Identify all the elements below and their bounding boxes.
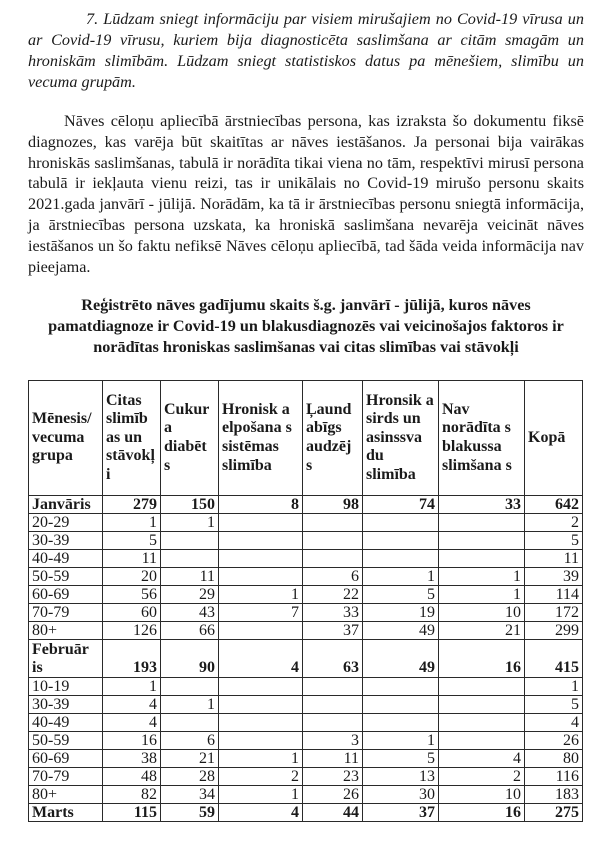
table-cell: 7 xyxy=(219,604,303,622)
row-label: Februār is xyxy=(29,640,103,678)
table-row-age-group xyxy=(29,550,583,568)
table-cell: 1 xyxy=(103,678,161,696)
table-cell: 82 xyxy=(103,786,161,804)
row-label: 30-39 xyxy=(29,696,103,714)
table-cell: 5 xyxy=(363,750,439,768)
table-cell: 22 xyxy=(303,586,363,604)
row-label: 70-79 xyxy=(29,768,103,786)
header-malignant-tumor: Ļaund abīgs audzēj s xyxy=(303,381,363,496)
table-row-age-group xyxy=(29,532,583,550)
deaths-table xyxy=(28,380,583,822)
request-paragraph xyxy=(28,9,584,93)
table-cell xyxy=(303,678,363,696)
explanation-paragraph xyxy=(28,111,584,277)
table-row-age-group xyxy=(29,586,583,604)
table-row-month-total xyxy=(29,804,583,822)
row-label: 80+ xyxy=(29,786,103,804)
table-cell: 49 xyxy=(363,622,439,640)
table-cell xyxy=(161,678,219,696)
table-cell: 1 xyxy=(219,586,303,604)
header-chronic-respiratory: Hronisk a elpošana s sistēmas slimība xyxy=(219,381,303,496)
table-cell: 74 xyxy=(363,496,439,514)
table-cell: 2 xyxy=(525,514,583,532)
table-cell: 1 xyxy=(103,514,161,532)
row-label: 10-19 xyxy=(29,678,103,696)
table-cell xyxy=(219,550,303,568)
table-cell: 1 xyxy=(219,786,303,804)
row-label: 40-49 xyxy=(29,714,103,732)
table-cell: 116 xyxy=(525,768,583,786)
table-cell: 63 xyxy=(303,640,363,678)
table-cell xyxy=(439,732,525,750)
table-cell xyxy=(219,714,303,732)
table-cell: 4 xyxy=(439,750,525,768)
table-cell xyxy=(303,550,363,568)
table-cell: 66 xyxy=(161,622,219,640)
table-cell: 37 xyxy=(303,622,363,640)
table-cell: 1 xyxy=(363,732,439,750)
table-cell xyxy=(439,514,525,532)
table-cell: 5 xyxy=(103,532,161,550)
table-cell: 126 xyxy=(103,622,161,640)
table-cell: 5 xyxy=(525,532,583,550)
table-cell xyxy=(219,696,303,714)
table-cell: 1 xyxy=(219,750,303,768)
table-cell xyxy=(161,532,219,550)
table-row-age-group xyxy=(29,786,583,804)
table-row-age-group xyxy=(29,568,583,586)
table-cell xyxy=(363,696,439,714)
table-cell: 13 xyxy=(363,768,439,786)
table-cell: 90 xyxy=(161,640,219,678)
table-cell: 16 xyxy=(103,732,161,750)
table-cell: 1 xyxy=(363,568,439,586)
table-row-month-total xyxy=(29,496,583,514)
table-cell xyxy=(219,532,303,550)
table-cell: 38 xyxy=(103,750,161,768)
table-cell: 19 xyxy=(363,604,439,622)
table-cell xyxy=(363,532,439,550)
table-cell: 16 xyxy=(439,640,525,678)
table-cell: 4 xyxy=(103,714,161,732)
table-cell: 20 xyxy=(103,568,161,586)
header-diabetes: Cukur a diabēt s xyxy=(161,381,219,496)
table-cell: 279 xyxy=(103,496,161,514)
row-label: 60-69 xyxy=(29,750,103,768)
request-text: 7. Lūdzam sniegt informāciju par visiem mirušajiem no Covid-19 vīrusa un ar Covid-19 vīrusu, kuriem bija diagnosticēta saslimšana ar citām smagām un hroniskām slimībām. Lūdzam sniegt statistiskos datus pa mēnešiem, slimību un vecuma grupām. xyxy=(28,10,584,91)
table-row-age-group xyxy=(29,768,583,786)
table-cell: 114 xyxy=(525,586,583,604)
table-cell: 30 xyxy=(363,786,439,804)
table-row-age-group xyxy=(29,714,583,732)
table-cell: 28 xyxy=(161,768,219,786)
table-row-age-group xyxy=(29,678,583,696)
table-cell: 4 xyxy=(525,714,583,732)
header-other-diseases: Citas slimīb as un stāvokļ i xyxy=(103,381,161,496)
table-cell xyxy=(439,696,525,714)
table-cell: 37 xyxy=(363,804,439,822)
row-label: 30-39 xyxy=(29,532,103,550)
table-cell xyxy=(219,568,303,586)
table-cell: 4 xyxy=(103,696,161,714)
table-cell: 3 xyxy=(303,732,363,750)
table-cell: 4 xyxy=(219,804,303,822)
header-chronic-cardiovascular: Hronsik a sirds un asinssva du slimība xyxy=(363,381,439,496)
table-cell xyxy=(439,550,525,568)
table-cell: 59 xyxy=(161,804,219,822)
header-total: Kopā xyxy=(525,381,583,496)
row-label: 50-59 xyxy=(29,732,103,750)
table-cell: 1 xyxy=(439,568,525,586)
table-row-age-group xyxy=(29,732,583,750)
row-label: 40-49 xyxy=(29,550,103,568)
table-cell: 1 xyxy=(525,678,583,696)
table-cell: 10 xyxy=(439,604,525,622)
table-cell: 16 xyxy=(439,804,525,822)
table-cell: 43 xyxy=(161,604,219,622)
table-cell xyxy=(219,622,303,640)
row-label: 70-79 xyxy=(29,604,103,622)
table-cell: 4 xyxy=(219,640,303,678)
table-cell: 5 xyxy=(525,696,583,714)
table-cell: 39 xyxy=(525,568,583,586)
table-cell xyxy=(439,532,525,550)
table-cell: 8 xyxy=(219,496,303,514)
table-cell: 21 xyxy=(439,622,525,640)
table-cell: 1 xyxy=(161,696,219,714)
table-cell: 23 xyxy=(303,768,363,786)
table-cell: 642 xyxy=(525,496,583,514)
row-label: 60-69 xyxy=(29,586,103,604)
table-cell: 299 xyxy=(525,622,583,640)
table-cell xyxy=(303,514,363,532)
table-row-age-group xyxy=(29,696,583,714)
table-cell: 193 xyxy=(103,640,161,678)
table-cell: 11 xyxy=(103,550,161,568)
table-cell xyxy=(363,678,439,696)
table-cell: 2 xyxy=(439,768,525,786)
table-cell: 6 xyxy=(303,568,363,586)
table-row-age-group xyxy=(29,622,583,640)
table-cell: 150 xyxy=(161,496,219,514)
table-cell: 1 xyxy=(161,514,219,532)
row-label: 80+ xyxy=(29,622,103,640)
table-cell: 98 xyxy=(303,496,363,514)
table-row-age-group xyxy=(29,750,583,768)
table-cell: 29 xyxy=(161,586,219,604)
table-row-age-group xyxy=(29,514,583,532)
table-cell: 49 xyxy=(363,640,439,678)
table-title: Reģistrēto nāves gadījumu skaits š.g. janvārī - jūlijā, kuros nāves pamatdiagnoze ir Covid-19 un blakusdiagnozēs vai veicinošajos faktoros ir norādītas hroniskas saslimšanas vai citas slimības vai stāvokļi xyxy=(48,296,564,356)
table-cell xyxy=(439,714,525,732)
table-cell xyxy=(161,714,219,732)
table-cell xyxy=(363,550,439,568)
table-cell xyxy=(439,678,525,696)
table-row-age-group xyxy=(29,604,583,622)
table-row-month-total xyxy=(29,640,583,678)
table-cell xyxy=(161,550,219,568)
table-cell: 11 xyxy=(525,550,583,568)
table-cell: 60 xyxy=(103,604,161,622)
table-cell xyxy=(363,514,439,532)
table-cell: 1 xyxy=(439,586,525,604)
table-cell xyxy=(303,714,363,732)
header-month-age: Mēnesis/ vecuma grupa xyxy=(29,381,103,496)
table-cell: 33 xyxy=(303,604,363,622)
table-cell: 10 xyxy=(439,786,525,804)
table-cell xyxy=(303,696,363,714)
table-cell: 183 xyxy=(525,786,583,804)
table-cell: 115 xyxy=(103,804,161,822)
table-cell xyxy=(219,514,303,532)
header-no-comorbidity: Nav norādīta s blakussa slimšana s xyxy=(439,381,525,496)
table-cell: 11 xyxy=(161,568,219,586)
explanation-text: Nāves cēloņu apliecībā ārstniecības persona, kas izraksta šo dokumentu fiksē diagnozes, kas varēja būt skaitītas ar nāves iestāšanos. Ja personai bija vairākas hroniskās saslimšanas, tabulā ir norādīta tikai viena no tām, respektīvi mirusī persona tabulā ir iekļauta vienu reizi, tas ir unikālais no Covid-19 mirušo personu skaits 2021.gada janvārī - jūlijā. Norādām, ka tā ir ārstniecības personu sniegtā informācija, ja ārstniecības persona uzskata, ka hroniskā saslimšana nevarēja veicināt nāves iestāšanos un šo faktu nefiksē Nāves cēloņu apliecībā, tad šāda veida informācija nav pieejama. xyxy=(28,112,584,276)
row-label: Janvāris xyxy=(29,496,103,514)
table-body xyxy=(29,496,583,822)
table-cell: 48 xyxy=(103,768,161,786)
table-cell: 33 xyxy=(439,496,525,514)
table-cell: 21 xyxy=(161,750,219,768)
table-cell: 2 xyxy=(219,768,303,786)
table-cell xyxy=(219,732,303,750)
table-cell: 11 xyxy=(303,750,363,768)
table-cell: 5 xyxy=(363,586,439,604)
table-cell xyxy=(219,678,303,696)
table-cell: 56 xyxy=(103,586,161,604)
table-cell: 6 xyxy=(161,732,219,750)
table-cell xyxy=(363,714,439,732)
row-label: 50-59 xyxy=(29,568,103,586)
table-cell: 80 xyxy=(525,750,583,768)
table-cell: 34 xyxy=(161,786,219,804)
table-cell: 44 xyxy=(303,804,363,822)
row-label: Marts xyxy=(29,804,103,822)
table-cell: 26 xyxy=(303,786,363,804)
table-cell xyxy=(303,532,363,550)
table-cell: 172 xyxy=(525,604,583,622)
table-cell: 415 xyxy=(525,640,583,678)
table-header-row xyxy=(29,381,583,496)
row-label: 20-29 xyxy=(29,514,103,532)
table-cell: 275 xyxy=(525,804,583,822)
table-cell: 26 xyxy=(525,732,583,750)
